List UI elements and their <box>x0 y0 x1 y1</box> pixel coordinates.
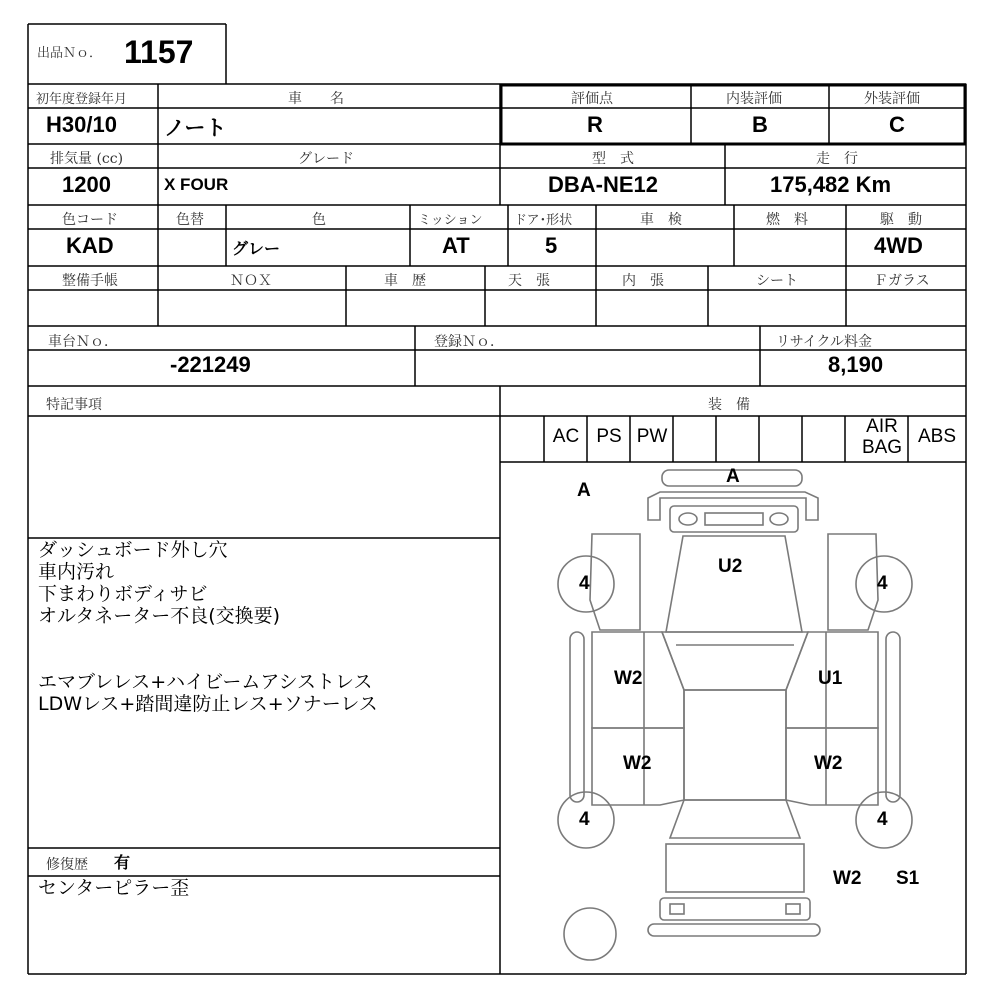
fuel-label: 燃 料 <box>766 212 808 228</box>
chassis-label: 車台Ｎｏ． <box>48 334 118 350</box>
equip-ac: AC <box>552 426 580 447</box>
score-value: R <box>587 112 603 137</box>
history-label: 車 歴 <box>384 273 426 289</box>
recycle-value: 8,190 <box>828 352 884 377</box>
equip-airbag: AIR BAG <box>861 416 903 458</box>
roof-lining-label: 天 張 <box>508 273 550 289</box>
first-reg-value: H30/10 <box>46 112 117 137</box>
score-label: 評価点 <box>571 91 613 107</box>
damage-u2-hood: U2 <box>718 556 743 577</box>
damage-a-front-bumper: A <box>726 466 740 487</box>
interior-value: B <box>752 112 768 137</box>
color-code-value: KAD <box>66 233 114 258</box>
lot-number: 1157 <box>124 34 194 70</box>
windshield <box>662 632 808 690</box>
tire-front-left-tread: 4 <box>579 573 590 594</box>
exterior-value: C <box>889 112 905 137</box>
tire-rear-right-tread: 4 <box>877 809 888 830</box>
left-sill <box>570 632 584 802</box>
model-value: DBA-NE12 <box>548 172 659 197</box>
car-name-value: ノート <box>164 116 227 140</box>
mileage-value: 175,482 Km <box>770 172 892 197</box>
door-value: 5 <box>545 233 558 258</box>
exterior-label: 外装評価 <box>864 91 920 107</box>
repair-label: 修復歴 <box>46 857 88 873</box>
grille <box>670 506 798 532</box>
front-right-fender <box>828 534 878 630</box>
door-label: ドア･形状 <box>514 213 573 228</box>
color-value: グレー <box>232 239 281 258</box>
displacement-label: 排気量 (cc) <box>50 151 124 167</box>
grade-label: グレード <box>298 151 354 167</box>
tire-rear-left-tread: 4 <box>579 809 590 830</box>
spare-tire <box>564 908 616 960</box>
model-label: 型 式 <box>592 151 634 167</box>
damage-u1-front-right-door: U1 <box>818 668 843 689</box>
equip-pw: PW <box>636 426 668 447</box>
rear-bumper <box>660 898 810 920</box>
damage-s1-rear-quarter: S1 <box>896 868 920 889</box>
roof <box>684 690 786 800</box>
recycle-label: リサイクル料金 <box>776 334 873 350</box>
damage-w2-front-left-door: W2 <box>614 668 643 689</box>
damage-w2-rear-quarter: W2 <box>833 868 862 889</box>
tire-front-right-tread: 4 <box>877 573 888 594</box>
lot-label: 出品Ｎｏ． <box>37 46 103 61</box>
front-glass-label: Ｆガラス <box>874 273 930 289</box>
remarks-text: ダッシュボード外し穴 車内汚れ 下まわりボディサビ オルタネーター不良(交換要) エマブレレス+ハイビームアシストレス LDWレス+踏間違防止レス+ソナーレス <box>38 539 378 715</box>
mileage-label: 走 行 <box>816 151 858 167</box>
drive-value: 4WD <box>874 233 923 258</box>
color-code-label: 色コード <box>62 212 118 228</box>
drive-label: 駆 動 <box>880 212 922 228</box>
mission-value: AT <box>442 233 470 258</box>
car-name-label: 車 名 <box>288 91 344 107</box>
repair-value: 有 <box>114 853 131 872</box>
mission-label: ミッション <box>418 213 483 228</box>
damage-w2-rear-left-door: W2 <box>623 753 652 774</box>
equip-ps: PS <box>596 426 622 447</box>
rear-window <box>670 800 800 838</box>
back-door <box>666 844 804 892</box>
right-sill <box>886 632 900 802</box>
displacement-value: 1200 <box>62 172 111 197</box>
damage-w2-rear-right-door: W2 <box>814 753 843 774</box>
interior-label: 内装評価 <box>726 91 782 107</box>
equip-abs: ABS <box>917 426 957 447</box>
inspection-label: 車 検 <box>640 212 682 228</box>
front-left-fender <box>590 534 640 630</box>
grade-value: X FOUR <box>164 175 229 194</box>
inner-lining-label: 内 張 <box>622 273 664 289</box>
notes-label: 特記事項 <box>46 397 102 413</box>
nox-label: ＮＯＸ <box>230 273 272 289</box>
damage-a-front-left: A <box>577 480 591 501</box>
chassis-value: -221249 <box>170 352 251 377</box>
seat-label: シート <box>756 273 798 289</box>
color-label: 色 <box>312 212 326 228</box>
repair-note: センターピラー歪 <box>38 877 190 899</box>
equipment-label: 装 備 <box>708 397 750 413</box>
repaint-label: 色替 <box>176 212 204 228</box>
service-book-label: 整備手帳 <box>62 273 118 289</box>
registration-label: 登録Ｎｏ． <box>434 334 504 350</box>
hood <box>666 536 802 632</box>
first-reg-label: 初年度登録年月 <box>36 92 128 107</box>
